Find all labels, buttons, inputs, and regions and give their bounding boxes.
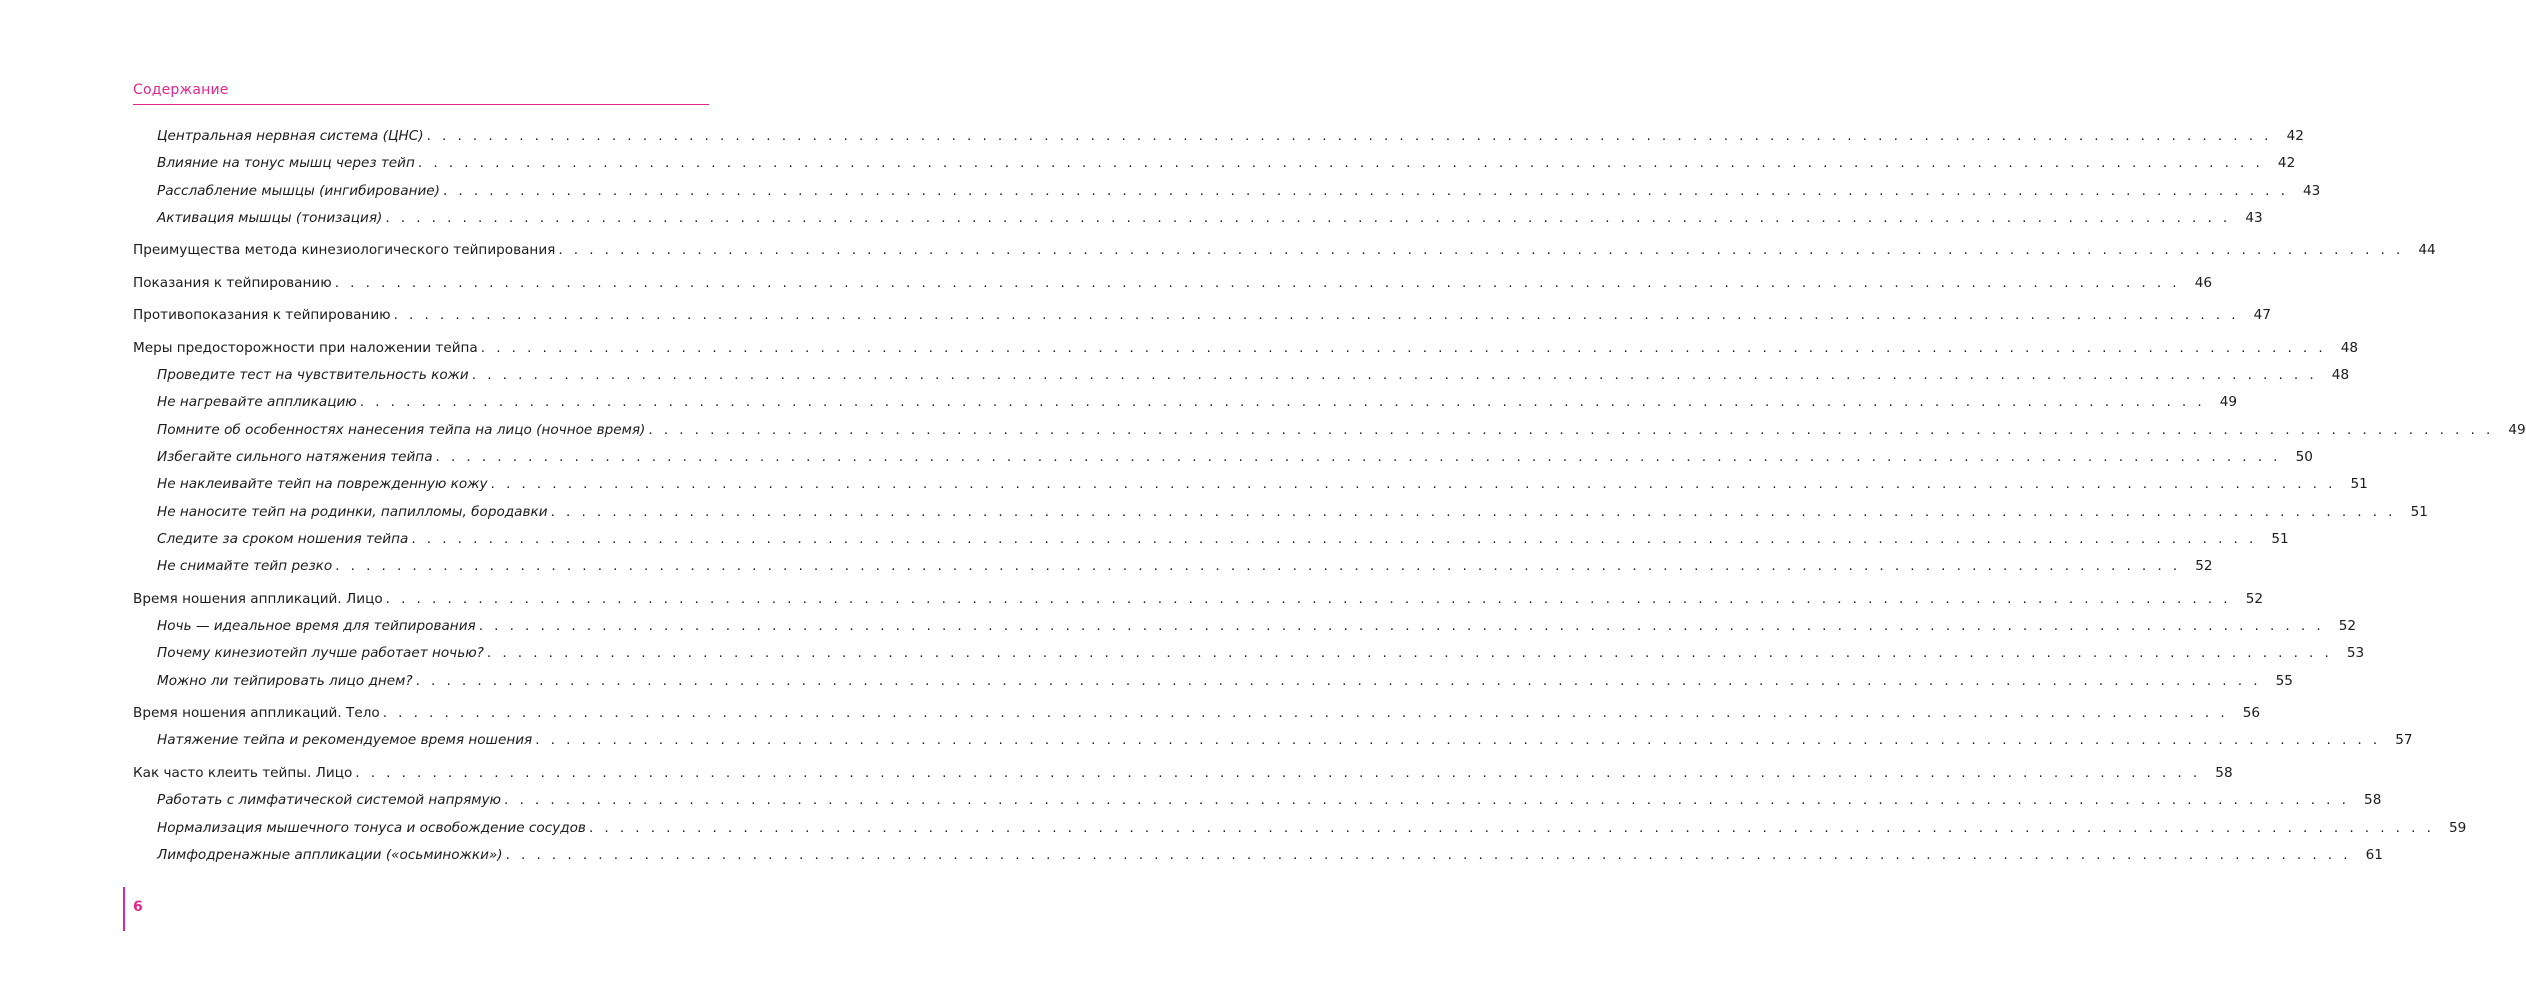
toc-page-number: 51 bbox=[2271, 530, 2289, 547]
toc-dot-leader: . . . . . . . . . . . . . . . . . . . . . . . . . . . . . . . . . . . . . . . . . . . . . . . . . . . . . . . . . . . . . . . . . . . . . . . . . . . . . . . . . . . . . . . . . . . . . . . . . . . . . . . . . . . . . . . . . . . . . . . . bbox=[359, 394, 2206, 411]
toc-dot-leader: . . . . . . . . . . . . . . . . . . . . . . . . . . . . . . . . . . . . . . . . . . . . . . . . . . . . . . . . . . . . . . . . . . . . . . . . . . . . . . . . . . . . . . . . . . . . . . . . . . . . . . . . . . . . . . . . . . . . . . . . bbox=[334, 274, 2181, 291]
toc-section-entry[interactable] bbox=[133, 764, 2233, 793]
toc-entry-title: Центральная нервная система (ЦНС) bbox=[157, 128, 424, 144]
toc-subsection-entry[interactable] bbox=[133, 209, 2263, 237]
toc-page-number: 52 bbox=[2195, 558, 2213, 575]
toc-page-number: 53 bbox=[2346, 645, 2365, 662]
toc-entry-title: Противопоказания к тейпированию bbox=[133, 307, 391, 324]
toc-entry-title: Почему кинезиотейп лучше работает ночью? bbox=[157, 645, 484, 662]
toc-entry-title: Проведите тест на чувствительность кожи bbox=[157, 367, 469, 384]
toc-page-number: 55 bbox=[2275, 672, 2293, 689]
toc-subsection-entry[interactable] bbox=[133, 367, 2350, 394]
toc-dot-leader: . . . . . . . . . . . . . . . . . . . . . . . . . . . . . . . . . . . . . . . . . . . . . . . . . . . . . . . . . . . . . . . . . . . . . . . . . . . . . . . . . . . . . . . . . . . . . . . . . . . . . . . . . . . . . . . . . . . . . . . . bbox=[417, 155, 2264, 172]
toc-page-number: 61 bbox=[2365, 846, 2383, 863]
toc-dot-leader: . . . . . . . . . . . . . . . . . . . . . . . . . . . . . . . . . . . . . . . . . . . . . . . . . . . . . . . . . . . . . . . . . . . . . . . . . . . . . . . . . . . . . . . . . . . . . . . . . . . . . . . . . . . . . . . . . . . . . . . . bbox=[490, 476, 2336, 493]
toc-entry-title: Показания к тейпированию bbox=[133, 274, 332, 291]
toc-dot-leader: . . . . . . . . . . . . . . . . . . . . . . . . . . . . . . . . . . . . . . . . . . . . . . . . . . . . . . . . . . . . . . . . . . . . . . . . . . . . . . . . . . . . . . . . . . . . . . . . . . . . . . . . . . . . . . . . . . . . . . . . bbox=[426, 128, 2272, 144]
table-of-contents bbox=[133, 128, 2526, 874]
toc-subsection-entry[interactable] bbox=[133, 618, 2357, 645]
toc-entry-title: Расслабление мышцы (ингибирование) bbox=[157, 182, 440, 199]
toc-page-number: 59 bbox=[2448, 819, 2467, 836]
toc-subsection-entry[interactable] bbox=[133, 645, 2365, 672]
toc-subsection-entry[interactable] bbox=[133, 182, 2321, 210]
toc-section-entry[interactable] bbox=[133, 704, 2261, 733]
toc-page-number: 51 bbox=[2350, 476, 2368, 493]
toc-dot-leader: . . . . . . . . . . . . . . . . . . . . . . . . . . . . . . . . . . . . . . . . . . . . . . . . . . . . . . . . . . . . . . . . . . . . . . . . . . . . . . . . . . . . . . . . . . . . . . . . . . . . . . . . . . . . . . . . . . . . . . . . bbox=[480, 339, 2327, 356]
toc-page-number: 52 bbox=[2245, 590, 2264, 607]
toc-subsection-entry[interactable] bbox=[133, 846, 2383, 874]
toc-dot-leader: . . . . . . . . . . . . . . . . . . . . . . . . . . . . . . . . . . . . . . . . . . . . . . . . . . . . . . . . . . . . . . . . . . . . . . . . . . . . . . . . . . . . . . . . . . . . . . . . . . . . . . . . . . . . . . . . . . . . . . . . bbox=[535, 732, 2381, 749]
toc-subsection-entry[interactable] bbox=[133, 394, 2238, 421]
toc-dot-leader: . . . . . . . . . . . . . . . . . . . . . . . . . . . . . . . . . . . . . . . . . . . . . . . . . . . . . . . . . . . . . . . . . . . . . . . . . . . . . . . . . . . . . . . . . . . . . . . . . . . . . . . . . . . . . . . . . . . . . . . . bbox=[588, 819, 2435, 836]
toc-entry-title: Влияние на тонус мышц через тейп bbox=[157, 155, 415, 172]
toc-entry-title: Меры предосторожности при наложении тейпа bbox=[133, 339, 478, 356]
toc-subsection-entry[interactable] bbox=[133, 792, 2382, 819]
page-header bbox=[133, 82, 709, 105]
toc-page-number: 49 bbox=[2508, 421, 2526, 438]
section-title: Содержание bbox=[133, 82, 229, 98]
toc-entry-title: Нормализация мышечного тонуса и освобождение сосудов bbox=[157, 819, 586, 836]
toc-entry-title: Следите за сроком ношения тейпа bbox=[157, 530, 409, 547]
toc-subsection-entry[interactable] bbox=[133, 672, 2293, 700]
toc-dot-leader: . . . . . . . . . . . . . . . . . . . . . . . . . . . . . . . . . . . . . . . . . . . . . . . . . . . . . . . . . . . . . . . . . . . . . . . . . . . . . . . . . . . . . . . . . . . . . . . . . . . . . . . . . . . . . . . . . . . . . . . . bbox=[550, 503, 2396, 520]
toc-page-number: 56 bbox=[2242, 704, 2261, 721]
toc-entry-title: Не наклеивайте тейп на поврежденную кожу bbox=[157, 476, 488, 493]
toc-page-number: 43 bbox=[2303, 182, 2321, 199]
toc-page-number: 44 bbox=[2418, 242, 2436, 259]
toc-page-number: 46 bbox=[2194, 274, 2213, 291]
toc-entry-title: Избегайте сильного натяжения тейпа bbox=[157, 449, 433, 466]
toc-page-number: 58 bbox=[2364, 792, 2382, 809]
toc-dot-leader: . . . . . . . . . . . . . . . . . . . . . . . . . . . . . . . . . . . . . . . . . . . . . . . . . . . . . . . . . . . . . . . . . . . . . . . . . . . . . . . . . . . . . . . . . . . . . . . . . . . . . . . . . . . . . . . . . . . . . . . . bbox=[505, 846, 2351, 863]
toc-section-entry[interactable] bbox=[133, 274, 2213, 303]
toc-subsection-entry[interactable] bbox=[133, 421, 2526, 449]
toc-subsection-entry[interactable] bbox=[133, 732, 2413, 759]
toc-subsection-entry[interactable] bbox=[133, 476, 2368, 503]
toc-dot-leader: . . . . . . . . . . . . . . . . . . . . . . . . . . . . . . . . . . . . . . . . . . . . . . . . . . . . . . . . . . . . . . . . . . . . . . . . . . . . . . . . . . . . . . . . . . . . . . . . . . . . . . . . . . . . . . . . . . . . . . . . bbox=[415, 672, 2261, 689]
toc-page-number: 58 bbox=[2215, 764, 2233, 781]
toc-entry-title: Ночь — идеальное время для тейпирования bbox=[157, 618, 476, 635]
toc-entry-title: Не наносите тейп на родинки, папилломы, бородавки bbox=[157, 503, 548, 520]
toc-entry-title: Натяжение тейпа и рекомендуемое время ношения bbox=[157, 732, 533, 749]
page-marker-bar bbox=[123, 887, 125, 931]
toc-dot-leader: . . . . . . . . . . . . . . . . . . . . . . . . . . . . . . . . . . . . . . . . . . . . . . . . . . . . . . . . . . . . . . . . . . . . . . . . . . . . . . . . . . . . . . . . . . . . . . . . . . . . . . . . . . . . . . . . . . . . . . . . bbox=[648, 421, 2494, 438]
toc-section-entry[interactable] bbox=[133, 590, 2264, 619]
toc-page-number: 47 bbox=[2253, 307, 2271, 324]
toc-dot-leader: . . . . . . . . . . . . . . . . . . . . . . . . . . . . . . . . . . . . . . . . . . . . . . . . . . . . . . . . . . . . . . . . . . . . . . . . . . . . . . . . . . . . . . . . . . . . . . . . . . . . . . . . . . . . . . . . . . . . . . . . bbox=[355, 764, 2201, 781]
toc-dot-leader: . . . . . . . . . . . . . . . . . . . . . . . . . . . . . . . . . . . . . . . . . . . . . . . . . . . . . . . . . . . . . . . . . . . . . . . . . . . . . . . . . . . . . . . . . . . . . . . . . . . . . . . . . . . . . . . . . . . . . . . . bbox=[411, 530, 2257, 547]
toc-entry-title: Время ношения аппликаций. Лицо bbox=[133, 590, 383, 607]
toc-entry-title: Как часто клеить тейпы. Лицо bbox=[133, 764, 353, 781]
toc-dot-leader: . . . . . . . . . . . . . . . . . . . . . . . . . . . . . . . . . . . . . . . . . . . . . . . . . . . . . . . . . . . . . . . . . . . . . . . . . . . . . . . . . . . . . . . . . . . . . . . . . . . . . . . . . . . . . . . . . . . . . . . . bbox=[486, 645, 2333, 662]
toc-section-entry[interactable] bbox=[133, 242, 2436, 270]
toc-entry-title: Помните об особенностях нанесения тейпа на лицо (ночное время) bbox=[157, 421, 646, 438]
toc-dot-leader: . . . . . . . . . . . . . . . . . . . . . . . . . . . . . . . . . . . . . . . . . . . . . . . . . . . . . . . . . . . . . . . . . . . . . . . . . . . . . . . . . . . . . . . . . . . . . . . . . . . . . . . . . . . . . . . . . . . . . . . . bbox=[335, 558, 2181, 575]
toc-page-number: 57 bbox=[2395, 732, 2413, 749]
toc-subsection-entry[interactable] bbox=[133, 503, 2428, 531]
toc-entry-title: Работать с лимфатической системой напрямую bbox=[157, 792, 502, 809]
toc-dot-leader: . . . . . . . . . . . . . . . . . . . . . . . . . . . . . . . . . . . . . . . . . . . . . . . . . . . . . . . . . . . . . . . . . . . . . . . . . . . . . . . . . . . . . . . . . . . . . . . . . . . . . . . . . . . . . . . . . . . . . . . . bbox=[471, 367, 2318, 384]
toc-dot-leader: . . . . . . . . . . . . . . . . . . . . . . . . . . . . . . . . . . . . . . . . . . . . . . . . . . . . . . . . . . . . . . . . . . . . . . . . . . . . . . . . . . . . . . . . . . . . . . . . . . . . . . . . . . . . . . . . . . . . . . . . bbox=[478, 618, 2325, 635]
toc-page-number: 52 bbox=[2338, 618, 2357, 635]
toc-dot-leader: . . . . . . . . . . . . . . . . . . . . . . . . . . . . . . . . . . . . . . . . . . . . . . . . . . . . . . . . . . . . . . . . . . . . . . . . . . . . . . . . . . . . . . . . . . . . . . . . . . . . . . . . . . . . . . . . . . . . . . . . bbox=[382, 704, 2229, 721]
toc-dot-leader: . . . . . . . . . . . . . . . . . . . . . . . . . . . . . . . . . . . . . . . . . . . . . . . . . . . . . . . . . . . . . . . . . . . . . . . . . . . . . . . . . . . . . . . . . . . . . . . . . . . . . . . . . . . . . . . . . . . . . . . . bbox=[385, 590, 2232, 607]
toc-dot-leader: . . . . . . . . . . . . . . . . . . . . . . . . . . . . . . . . . . . . . . . . . . . . . . . . . . . . . . . . . . . . . . . . . . . . . . . . . . . . . . . . . . . . . . . . . . . . . . . . . . . . . . . . . . . . . . . . . . . . . . . . bbox=[435, 449, 2281, 466]
toc-subsection-entry[interactable] bbox=[133, 530, 2289, 558]
toc-entry-title: Не нагревайте аппликацию bbox=[157, 394, 357, 411]
toc-page-number: 43 bbox=[2245, 209, 2263, 226]
toc-page-number: 48 bbox=[2340, 339, 2359, 356]
toc-dot-leader: . . . . . . . . . . . . . . . . . . . . . . . . . . . . . . . . . . . . . . . . . . . . . . . . . . . . . . . . . . . . . . . . . . . . . . . . . . . . . . . . . . . . . . . . . . . . . . . . . . . . . . . . . . . . . . . . . . . . . . . . bbox=[558, 242, 2404, 259]
toc-entry-title: Не снимайте тейп резко bbox=[157, 558, 333, 575]
toc-entry-title: Преимущества метода кинезиологического тейпирования bbox=[133, 242, 556, 259]
page-number: 6 bbox=[133, 899, 143, 915]
toc-dot-leader: . . . . . . . . . . . . . . . . . . . . . . . . . . . . . . . . . . . . . . . . . . . . . . . . . . . . . . . . . . . . . . . . . . . . . . . . . . . . . . . . . . . . . . . . . . . . . . . . . . . . . . . . . . . . . . . . . . . . . . . . bbox=[393, 307, 2239, 324]
toc-page-number: 48 bbox=[2331, 367, 2350, 384]
toc-subsection-entry[interactable] bbox=[133, 819, 2467, 847]
toc-page-number: 42 bbox=[2277, 155, 2296, 172]
toc-subsection-entry[interactable] bbox=[133, 128, 2304, 155]
toc-section-entry[interactable] bbox=[133, 339, 2359, 368]
toc-page-number: 51 bbox=[2410, 503, 2428, 520]
toc-subsection-entry[interactable] bbox=[133, 155, 2296, 182]
toc-dot-leader: . . . . . . . . . . . . . . . . . . . . . . . . . . . . . . . . . . . . . . . . . . . . . . . . . . . . . . . . . . . . . . . . . . . . . . . . . . . . . . . . . . . . . . . . . . . . . . . . . . . . . . . . . . . . . . . . . . . . . . . . bbox=[385, 209, 2231, 226]
toc-dot-leader: . . . . . . . . . . . . . . . . . . . . . . . . . . . . . . . . . . . . . . . . . . . . . . . . . . . . . . . . . . . . . . . . . . . . . . . . . . . . . . . . . . . . . . . . . . . . . . . . . . . . . . . . . . . . . . . . . . . . . . . . bbox=[504, 792, 2350, 809]
toc-subsection-entry[interactable] bbox=[133, 558, 2213, 585]
toc-page-number: 49 bbox=[2219, 394, 2238, 411]
toc-dot-leader: . . . . . . . . . . . . . . . . . . . . . . . . . . . . . . . . . . . . . . . . . . . . . . . . . . . . . . . . . . . . . . . . . . . . . . . . . . . . . . . . . . . . . . . . . . . . . . . . . . . . . . . . . . . . . . . . . . . . . . . . bbox=[442, 182, 2289, 199]
toc-entry-title: Лимфодренажные аппликации («осьминожки») bbox=[157, 846, 503, 863]
toc-page-number: 50 bbox=[2295, 449, 2313, 466]
toc-entry-title: Активация мышцы (тонизация) bbox=[157, 209, 383, 226]
toc-subsection-entry[interactable] bbox=[133, 449, 2313, 476]
toc-entry-title: Можно ли тейпировать лицо днем? bbox=[157, 672, 413, 689]
toc-entry-title: Время ношения аппликаций. Тело bbox=[133, 704, 380, 721]
toc-page-number: 42 bbox=[2286, 128, 2304, 144]
toc-section-entry[interactable] bbox=[133, 307, 2271, 335]
